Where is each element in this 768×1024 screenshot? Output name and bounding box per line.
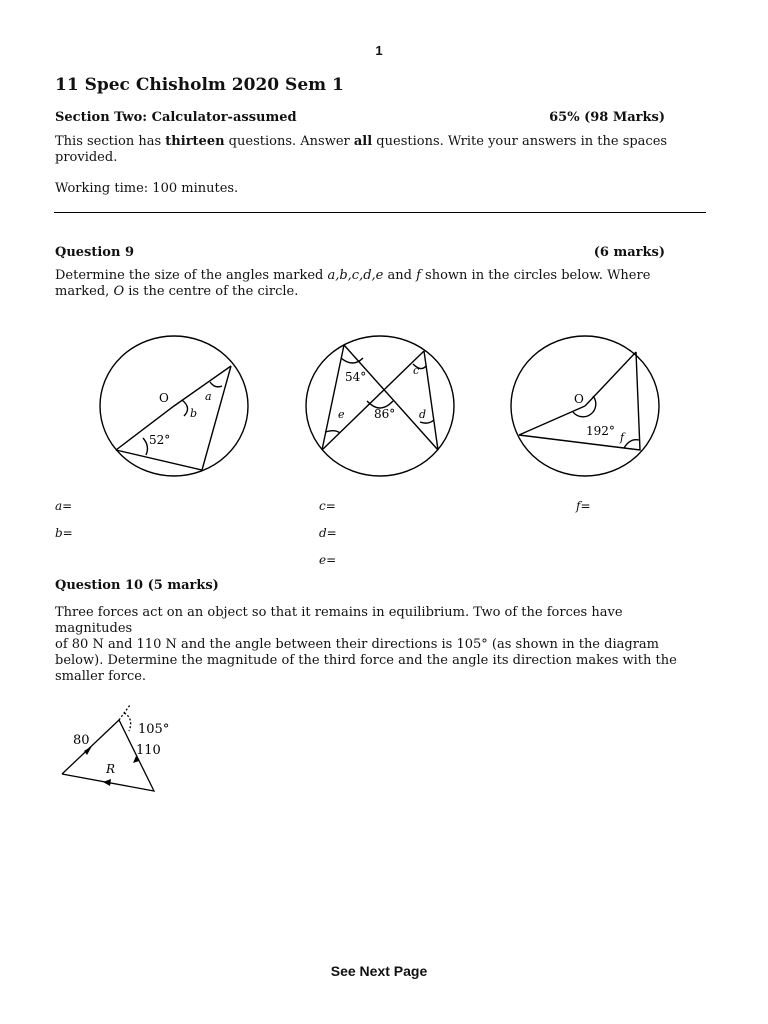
q9-text: marked, [55, 284, 114, 299]
fig1-angle-b: b [190, 407, 198, 420]
q10-line: below). Determine the magnitude of the third force and the angle its direction makes with the [55, 653, 677, 668]
footer-see-next-page: See Next Page [330, 963, 428, 979]
answer-e: e= [319, 553, 337, 567]
working-time: Working time: 100 minutes. [55, 181, 239, 196]
fig1-angle-a: a [205, 390, 212, 403]
fig2-angle-e: e [338, 408, 345, 421]
section-header [55, 110, 665, 125]
answer-d: d= [319, 526, 337, 540]
answer-a: a= [55, 499, 73, 513]
answer-c: c= [319, 499, 336, 513]
circle-figure-2 [306, 336, 454, 476]
angle-105-label: 105° [138, 722, 170, 737]
answer-b: b= [55, 526, 73, 540]
question-9-header [55, 245, 665, 260]
q9-var-o: O [113, 284, 125, 299]
question-10-header [55, 578, 219, 593]
q10-line: smaller force. [55, 669, 147, 684]
question-9-text [55, 268, 710, 300]
q9-text: is the centre of the circle. [124, 284, 299, 299]
circle-diagrams [0, 330, 768, 490]
q9-text: Determine the size of the angles marked [55, 268, 328, 283]
fig2-angle-d: d [419, 408, 427, 421]
fig2-angle-54: 54° [345, 370, 367, 384]
resultant-label: R [106, 762, 116, 776]
q9-text: shown in the circles below. Where [420, 268, 651, 283]
circle-figure-3 [511, 336, 659, 476]
fig1-centre-label: O [159, 391, 169, 405]
q10-line: of 80 N and 110 N and the angle between their directions is 105° (as shown in the diagram [55, 637, 659, 652]
force-triangle-diagram [50, 700, 190, 800]
force-110-label: 110 [136, 743, 161, 758]
q9-var-f: f [416, 268, 421, 283]
intro-text: questions. Answer [224, 134, 354, 149]
fig2-angle-86: 86° [374, 407, 396, 421]
question-10-text [55, 605, 710, 685]
section-name: Section Two: Calculator-assumed [55, 110, 297, 125]
answer-f: f= [576, 499, 591, 513]
question-10-marks: (5 marks) [147, 578, 219, 593]
question-9-heading: Question 9 [55, 245, 135, 260]
question-10-heading: Question 10 [55, 578, 144, 593]
fig3-angle-f: f [620, 431, 625, 444]
q9-vars: a,b,c,d,e [327, 268, 384, 283]
intro-bold-thirteen: thirteen [165, 134, 225, 149]
page-number: 1 [375, 43, 383, 58]
intro-text: questions. Write your answers in the spaces provided. [55, 134, 668, 165]
force-80-label: 80 [73, 733, 90, 748]
section-weight: 65% (98 Marks) [549, 110, 665, 125]
section-divider [54, 212, 706, 213]
q10-line: Three forces act on an object so that it remains in equilibrium. Two of the forces have [55, 605, 623, 620]
fig3-centre-label: O [574, 392, 584, 406]
fig1-angle-52: 52° [149, 433, 171, 447]
paper-title: 11 Spec Chisholm 2020 Sem 1 [55, 75, 344, 95]
fig3-angle-192: 192° [586, 424, 615, 438]
section-intro [55, 134, 710, 166]
intro-text: This section has [55, 134, 166, 149]
q9-text: and [383, 268, 417, 283]
intro-bold-all: all [353, 134, 373, 149]
question-9-marks: (6 marks) [593, 245, 665, 260]
fig2-angle-c: c [413, 364, 420, 377]
circle-figure-1 [100, 336, 248, 476]
q10-line: magnitudes [55, 621, 133, 636]
